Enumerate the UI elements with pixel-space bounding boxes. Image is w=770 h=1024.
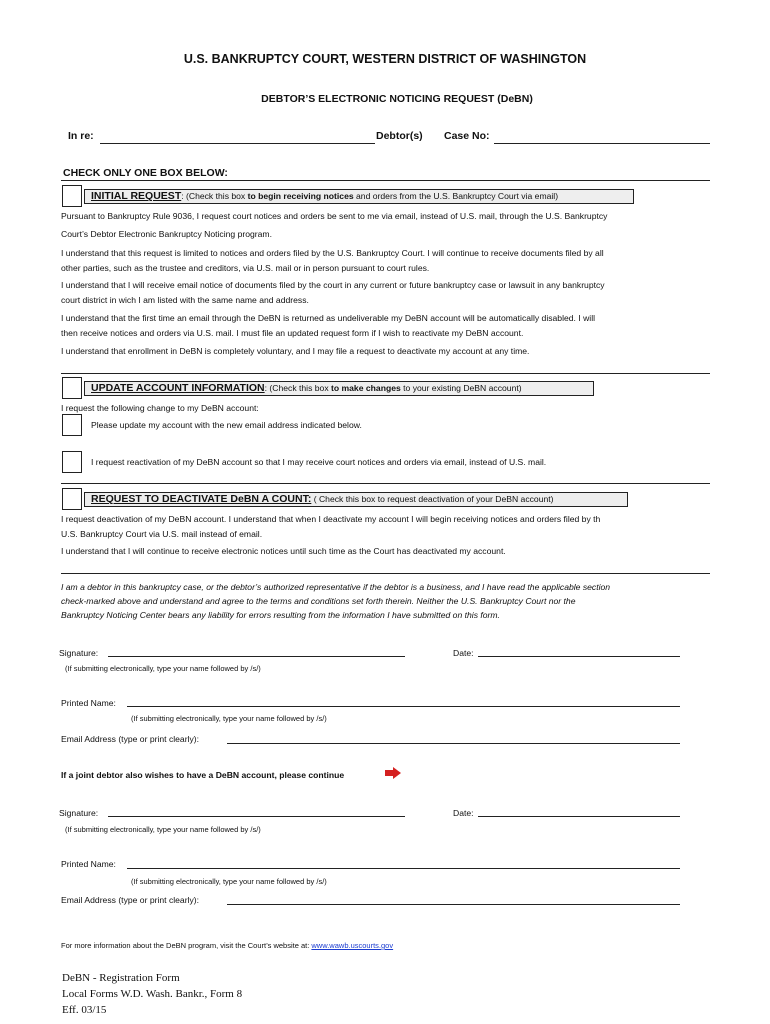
- footer-local-form: Local Forms W.D. Wash. Bankr., Form 8: [62, 988, 243, 1000]
- initial-p4b: then receive notices and orders via U.S. mail. I must file an updated request form if I wish to reactivate my DeBN account.: [61, 328, 524, 338]
- date-label: Date:: [453, 648, 474, 658]
- joint-email-field[interactable]: [227, 892, 680, 905]
- initial-p4a: I understand that the first time an email through the DeBN is returned as undeliverable my DeBN account will be automatically disabled. I will: [61, 313, 596, 323]
- footer-effective: Eff. 03/15: [62, 1004, 107, 1016]
- update-desc-pre: : (Check this box: [264, 383, 332, 393]
- debtors-label: Debtor(s): [376, 130, 423, 142]
- email-field[interactable]: [227, 731, 680, 744]
- printed-name-label: Printed Name:: [61, 698, 116, 708]
- joint-date-field[interactable]: [478, 805, 680, 817]
- initial-request-heading: INITIAL REQUEST: [91, 190, 182, 202]
- joint-date-label: Date:: [453, 808, 474, 818]
- initial-p2a: I understand that this request is limited to notices and orders filed by the U.S. Bankruptcy Court. I will continue to receive documents filed by all: [61, 248, 604, 258]
- joint-signature-field[interactable]: [108, 805, 405, 817]
- joint-printed-name-field[interactable]: [127, 856, 680, 869]
- joint-debtor-note: If a joint debtor also wishes to have a DeBN account, please continue: [61, 770, 345, 780]
- deactivate-checkbox[interactable]: [62, 488, 82, 510]
- deactivate-p2: I understand that I will continue to receive electronic notices until such time as the Court has deactivated my account.: [61, 546, 506, 556]
- electronic-note: (If submitting electronically, type your name followed by /s/): [131, 877, 327, 886]
- signature-label: Signature:: [59, 648, 99, 658]
- update-account-header: [84, 381, 594, 396]
- footer-form-name: DeBN - Registration Form: [62, 972, 180, 984]
- form-title: DEBTOR’S ELECTRONIC NOTICING REQUEST (DeBN): [261, 93, 533, 105]
- deactivate-heading: REQUEST TO DEACTIVATE DeBN A COUNT:: [91, 493, 312, 505]
- divider: [61, 573, 710, 574]
- update-intro: I request the following change to my DeBN account:: [61, 403, 259, 413]
- initial-p2b: other parties, such as the trustee and creditors, via U.S. mail or in person pursuant to court rules.: [61, 263, 430, 273]
- joint-signature-label: Signature:: [59, 808, 99, 818]
- instructions: CHECK ONLY ONE BOX BELOW:: [63, 167, 228, 179]
- joint-printed-name-label: Printed Name:: [61, 859, 116, 869]
- more-info-text: For more information about the DeBN program, visit the Court’s website at:: [61, 941, 312, 950]
- divider: [61, 180, 710, 181]
- in-re-label: In re:: [68, 130, 94, 142]
- initial-request-header: [84, 189, 634, 204]
- email-label: Email Address (type or print clearly):: [61, 734, 200, 744]
- update-heading: UPDATE ACCOUNT INFORMATION: [91, 382, 265, 394]
- initial-p3b: court district in wich I am listed with the same name and address.: [61, 295, 309, 305]
- court-title: U.S. BANKRUPTCY COURT, WESTERN DISTRICT OF WASHINGTON: [183, 52, 587, 66]
- more-info: [61, 938, 393, 954]
- deactivate-desc: ( Check this box to request deactivation of your DeBN account): [311, 494, 554, 504]
- certification-l2: check-marked above and understand and agree to the terms and conditions set forth therein. Neither the U.S. Bankruptcy Court nor the: [61, 596, 576, 606]
- electronic-note: (If submitting electronically, type your name followed by /s/): [65, 825, 261, 834]
- certification-l1: I am a debtor in this bankruptcy case, or the debtor’s authorized representative if the debtor is a business, and I have read the applicable section: [61, 582, 611, 592]
- joint-email-label: Email Address (type or print clearly):: [61, 895, 200, 905]
- case-no-label: Case No:: [444, 130, 490, 142]
- update-desc-post: to your existing DeBN account): [400, 383, 522, 393]
- update-account-checkbox[interactable]: [62, 377, 82, 399]
- certification-l3: Bankruptcy Noticing Center bears any liability for errors resulting from the information I have submitted on this form.: [61, 610, 500, 620]
- initial-p3a: I understand that I will receive email notice of documents filed by the court in any current or future bankruptcy case or lawsuit in any bankruptcy: [61, 280, 605, 290]
- case-no-field[interactable]: [494, 132, 710, 144]
- initial-request-checkbox[interactable]: [62, 185, 82, 207]
- initial-desc-post: and orders from the U.S. Bankruptcy Court via email): [353, 191, 559, 201]
- signature-field[interactable]: [108, 645, 405, 657]
- court-website-link[interactable]: www.wawb.uscourts.gov: [311, 941, 394, 950]
- initial-p1b: Court’s Debtor Electronic Bankruptcy Noticing program.: [61, 229, 272, 239]
- electronic-note: (If submitting electronically, type your name followed by /s/): [65, 664, 261, 673]
- initial-desc-pre: : (Check this box: [181, 191, 248, 201]
- electronic-note: (If submitting electronically, type your name followed by /s/): [131, 714, 327, 723]
- printed-name-field[interactable]: [127, 695, 680, 707]
- initial-p5: I understand that enrollment in DeBN is completely voluntary, and I may file a request to deactivate my account at any time.: [61, 346, 530, 356]
- date-field[interactable]: [478, 645, 680, 657]
- deactivate-header: [84, 492, 628, 507]
- update-desc-bold: to make changes: [331, 383, 401, 393]
- arrow-right-icon: [385, 767, 401, 779]
- initial-desc-bold: to begin receiving notices: [247, 191, 354, 201]
- divider: [61, 373, 710, 374]
- deactivate-p1b: U.S. Bankruptcy Court via U.S. mail instead of email.: [61, 529, 263, 539]
- divider: [61, 483, 710, 484]
- update-opt1: Please update my account with the new email address indicated below.: [91, 420, 362, 430]
- update-opt2: I request reactivation of my DeBN account so that I may receive court notices and orders via email, instead of U.S. mail.: [91, 457, 547, 467]
- deactivate-p1a: I request deactivation of my DeBN account. I understand that when I deactivate my account I will begin receiving notices and orders filed by th: [61, 514, 601, 524]
- in-re-field[interactable]: [100, 132, 375, 144]
- initial-p1a: Pursuant to Bankruptcy Rule 9036, I request court notices and orders be sent to me via email, instead of U.S. mail, through the U.S. Bankruptcy: [61, 211, 608, 221]
- reactivate-checkbox[interactable]: [62, 451, 82, 473]
- update-email-checkbox[interactable]: [62, 414, 82, 436]
